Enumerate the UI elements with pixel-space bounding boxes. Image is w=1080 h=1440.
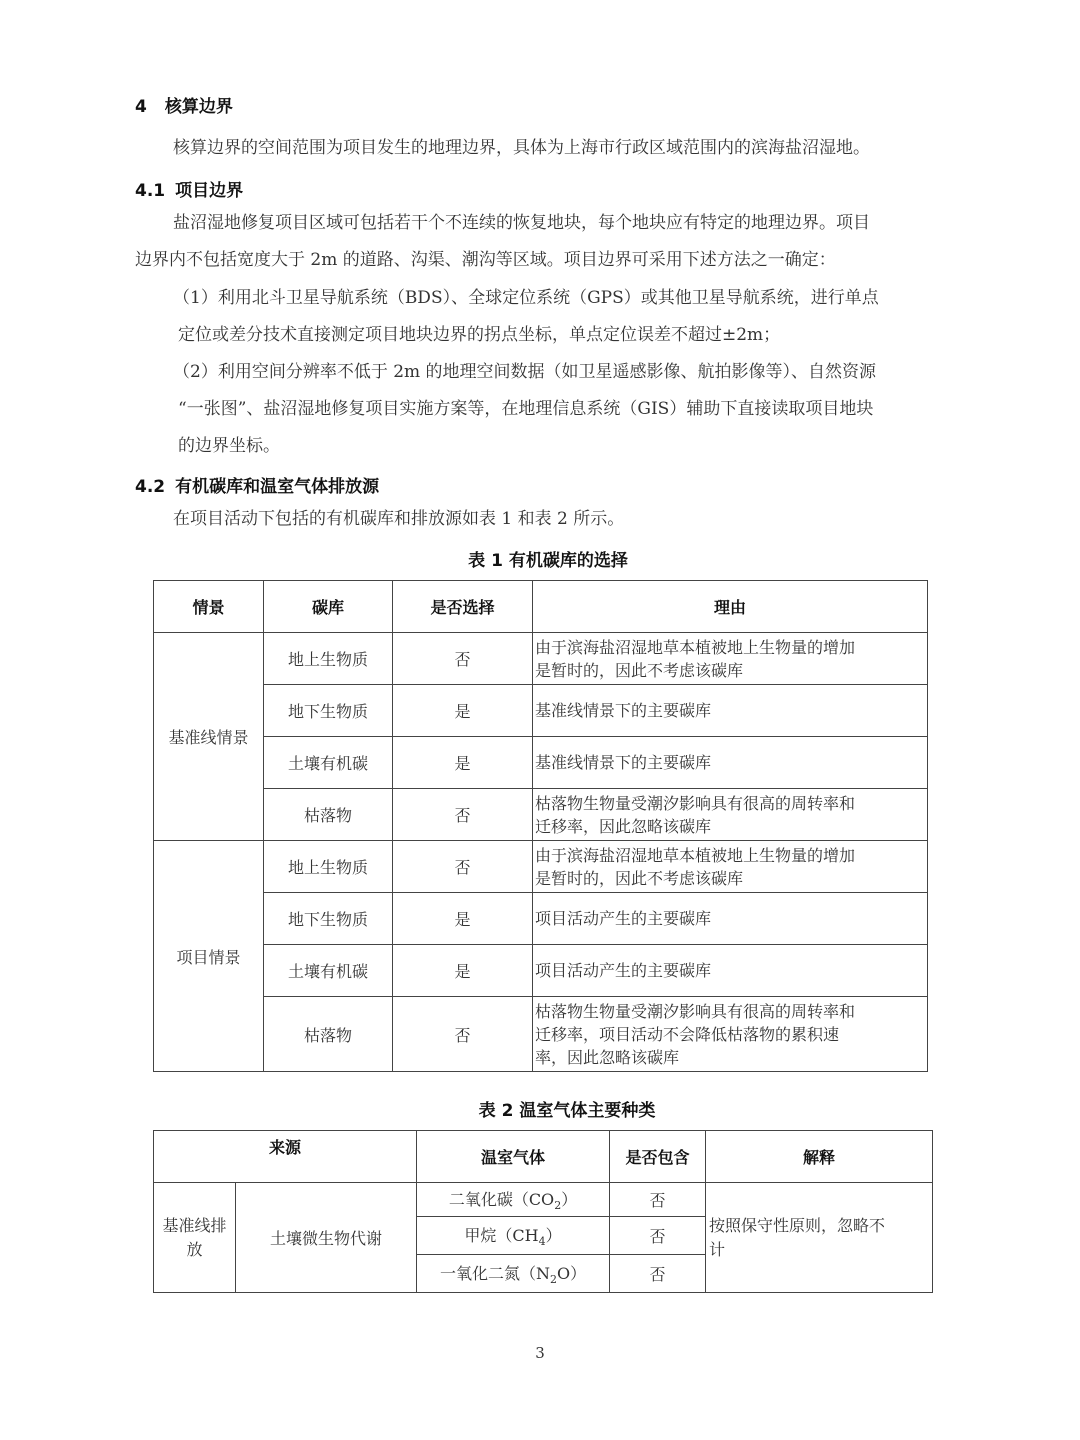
table-row	[154, 633, 928, 685]
cell-selected: 是	[393, 945, 533, 997]
source-baseline: 基准线排 放	[154, 1183, 236, 1293]
list-item-2-cont: 的边界坐标。	[178, 436, 280, 456]
table-row	[154, 841, 928, 893]
cell-included: 否	[610, 1255, 706, 1293]
cell-pool: 枯落物	[264, 789, 393, 841]
cell-gas: 一氧化二氮$(N_2O)$	[417, 1255, 610, 1293]
cell-included: 否	[610, 1217, 706, 1255]
carbon-pool-table	[153, 580, 928, 1072]
cell-pool: 枯落物	[264, 997, 393, 1072]
header-source: 来源	[154, 1131, 417, 1183]
cell-pool: 地下生物质	[264, 893, 393, 945]
cell-reason: 由于滨海盐沼湿地草本植被地上生物量的增加 是暂时的，因此不考虑该碳库	[533, 841, 928, 893]
header-scenario: 情景	[154, 581, 264, 633]
cell-reason: 项目活动产生的主要碳库	[533, 893, 928, 945]
table-row	[154, 1183, 933, 1217]
header-gas: 温室气体	[417, 1131, 610, 1183]
cell-reason: 项目活动产生的主要碳库	[533, 945, 928, 997]
cell-reason: 枯落物生物量受潮汐影响具有很高的周转率和 迁移率，项目活动不会降低枯落物的累积速 率，因此忽略该碳库	[533, 997, 928, 1072]
header-reason: 理由	[533, 581, 928, 633]
list-item-1: （1）利用北斗卫星导航系统（BDS）、全球定位系统（GPS）或其他卫星导航系统，进行单点	[173, 288, 879, 308]
source-process: 土壤微生物代谢	[236, 1183, 417, 1293]
cell-selected: 否	[393, 633, 533, 685]
paragraph-accounting-boundary: 核算边界的空间范围为项目发生的地理边界，具体为上海市行政区域范围内的滨海盐沼湿地。	[173, 138, 870, 158]
paragraph-tables-intro: 在项目活动下包括的有机碳库和排放源如表 1 和表 2 所示。	[173, 509, 625, 529]
heading-section-4: 4 核算边界	[135, 97, 233, 117]
table-row	[154, 945, 928, 997]
scenario-baseline: 基准线情景	[154, 633, 264, 841]
cell-selected: 否	[393, 789, 533, 841]
table2-caption: 表 2 温室气体主要种类	[478, 1101, 656, 1121]
heading-section-4-1: 4.1 项目边界	[135, 181, 244, 201]
cell-pool: 地上生物质	[264, 841, 393, 893]
paragraph-line: 盐沼湿地修复项目区域可包括若干个不连续的恢复地块，每个地块应有特定的地理边界。项目	[173, 213, 870, 233]
table-header-row	[154, 1131, 933, 1183]
list-item-1-cont: 定位或差分技术直接测定项目地块边界的拐点坐标，单点定位误差不超过±2m；	[178, 325, 781, 345]
cell-reason: 由于滨海盐沼湿地草本植被地上生物量的增加 是暂时的，因此不考虑该碳库	[533, 633, 928, 685]
paragraph-line: 边界内不包括宽度大于 2m 的道路、沟渠、潮沟等区域。项目边界可采用下述方法之一确定：	[135, 250, 836, 270]
header-explanation: 解释	[706, 1131, 933, 1183]
header-included: 是否包含	[610, 1131, 706, 1183]
cell-pool: 地下生物质	[264, 685, 393, 737]
table-row	[154, 737, 928, 789]
cell-gas: 甲烷$(CH_4)$	[417, 1217, 610, 1255]
cell-pool: 土壤有机碳	[264, 945, 393, 997]
table-row	[154, 789, 928, 841]
table-row	[154, 893, 928, 945]
heading-section-4-2: 4.2 有机碳库和温室气体排放源	[135, 477, 380, 497]
cell-gas: 二氧化碳$(CO_2)$	[417, 1183, 610, 1217]
list-item-2-cont: “一张图”、盐沼湿地修复项目实施方案等，在地理信息系统（GIS）辅助下直接读取项目地块	[178, 399, 874, 419]
cell-reason: 基准线情景下的主要碳库	[533, 685, 928, 737]
table-row	[154, 685, 928, 737]
list-item-2: （2）利用空间分辨率不低于 2m 的地理空间数据（如卫星遥感影像、航拍影像等）、自然资源	[173, 362, 877, 382]
page-number: 3	[535, 1344, 545, 1362]
table-header-row	[154, 581, 928, 633]
header-pool: 碳库	[264, 581, 393, 633]
scenario-project: 项目情景	[154, 841, 264, 1072]
header-selected: 是否选择	[393, 581, 533, 633]
cell-included: 否	[610, 1183, 706, 1217]
cell-explanation: 按照保守性原则，忽略不 计	[706, 1183, 933, 1293]
cell-pool: 土壤有机碳	[264, 737, 393, 789]
cell-selected: 否	[393, 997, 533, 1072]
cell-selected: 是	[393, 685, 533, 737]
cell-reason: 基准线情景下的主要碳库	[533, 737, 928, 789]
ghg-table	[153, 1130, 933, 1293]
table1-caption: 表 1 有机碳库的选择	[468, 551, 628, 571]
cell-selected: 是	[393, 893, 533, 945]
cell-selected: 是	[393, 737, 533, 789]
cell-reason: 枯落物生物量受潮汐影响具有很高的周转率和 迁移率，因此忽略该碳库	[533, 789, 928, 841]
cell-pool: 地上生物质	[264, 633, 393, 685]
table-row	[154, 997, 928, 1072]
cell-selected: 否	[393, 841, 533, 893]
